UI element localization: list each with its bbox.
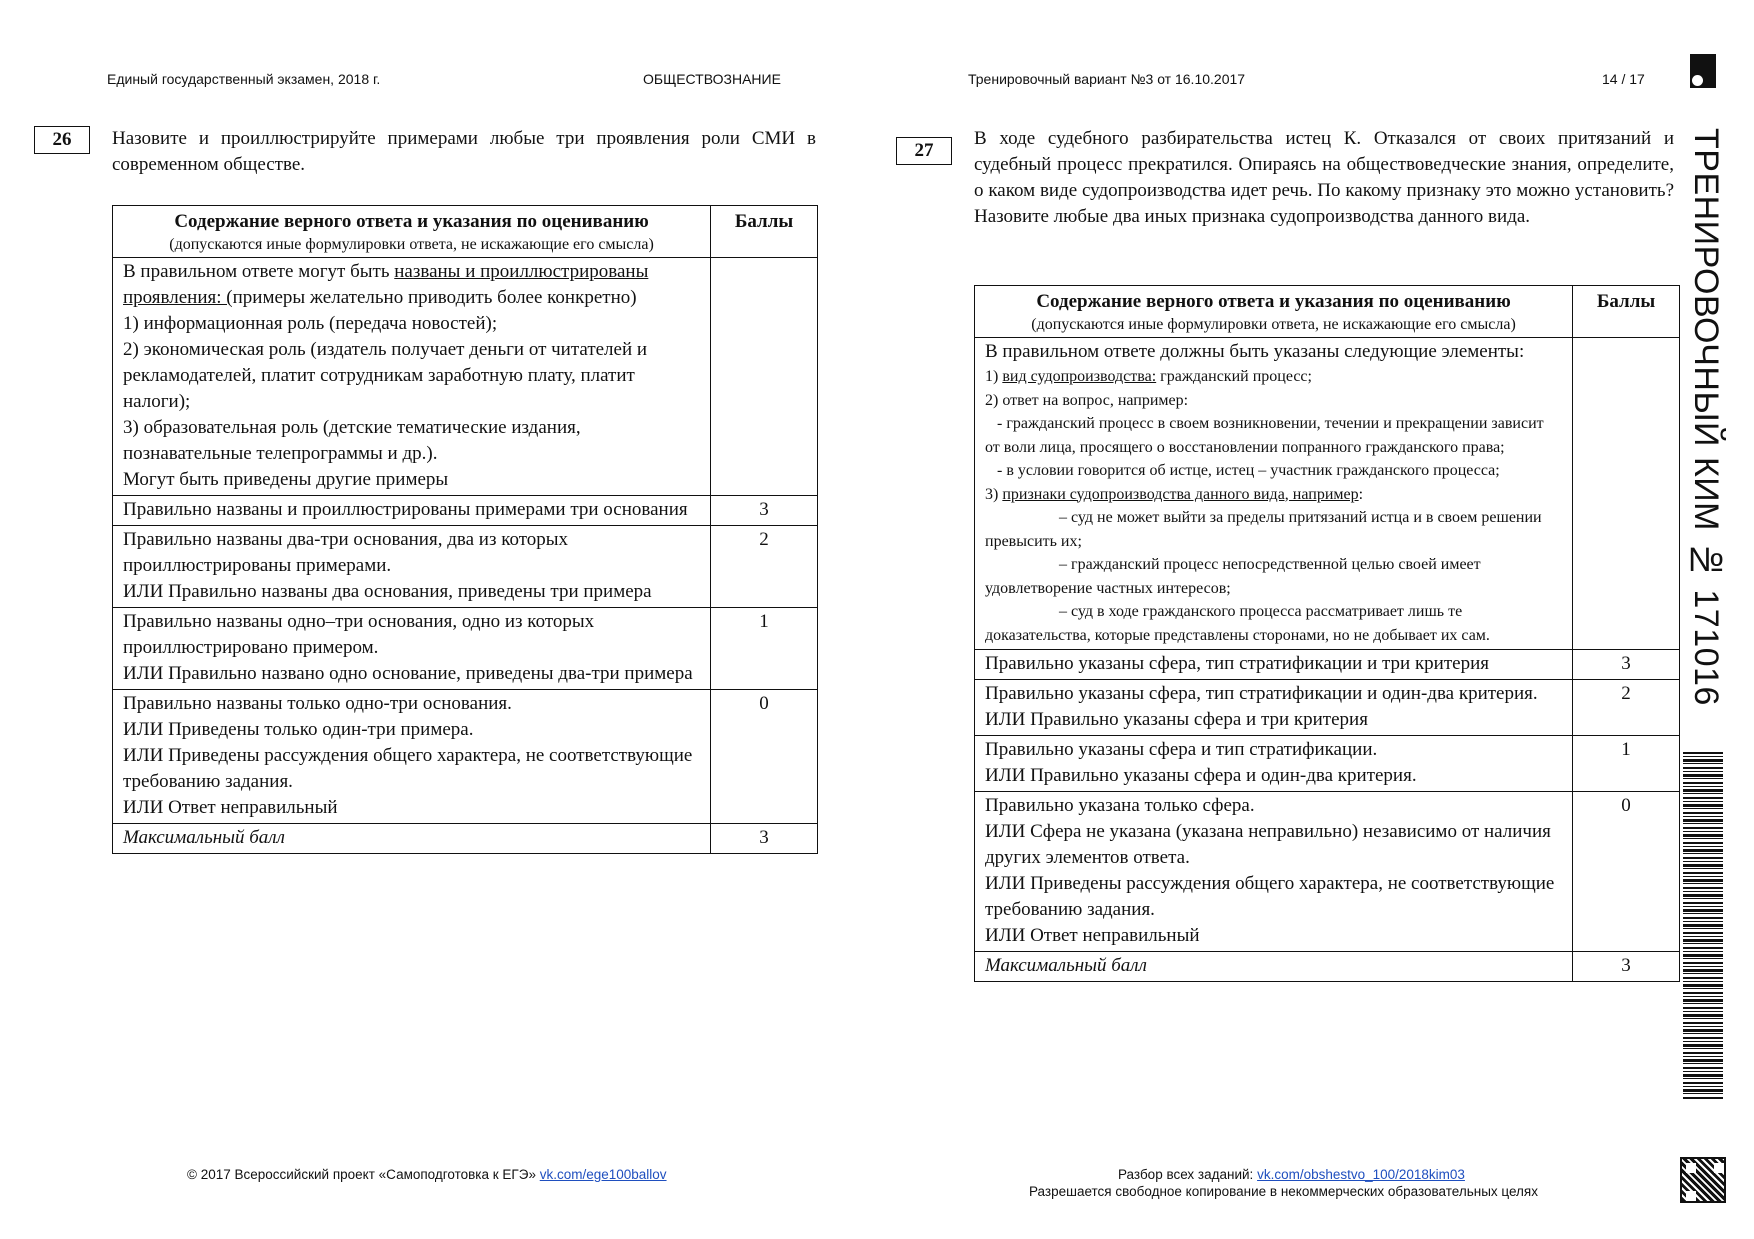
criterion-points: 0 bbox=[711, 690, 818, 824]
max-score-value: 3 bbox=[1573, 952, 1680, 982]
criterion-points: 1 bbox=[1573, 736, 1680, 792]
answer-content: В правильном ответе должны быть указаны следующие элементы: 1) вид судопроизводства: гражданский процесс; 2) ответ на вопрос, например: - гражданский процесс в своем возникновении, течении и прекращении зависит от воли лица, просящего о восстановлении попранного гражданского права; - в условии говорится об истце, истец – участник гражданского процесса; 3) признаки судопроизводства данного вида, например: – суд не может выйти за пределы притязаний истца и в своем решении превысить их; – гражданский процесс непосредственной целью своей имеет удовлетворение частных интересов; – суд в ходе гражданского процесса рассматривает лишь те доказательства, которые представлены сторонами, но не добывает их сам. bbox=[975, 338, 1573, 650]
footer-left: © 2017 Всероссийский проект «Самоподготовка к ЕГЭ» vk.com/ege100ballov bbox=[187, 1167, 667, 1182]
table-row bbox=[113, 496, 818, 526]
table-header-points: Баллы bbox=[711, 206, 818, 258]
side-title: ТРЕНИРОВОЧНЫЙ КИМ № 171016 bbox=[1687, 128, 1725, 706]
criterion-text: ИЛИ Правильно указаны сфера и один-два критерия. bbox=[985, 765, 1417, 786]
header-page-number: 14 / 17 bbox=[1602, 71, 1645, 87]
table-row-max bbox=[113, 824, 818, 854]
max-score-label: Максимальный балл bbox=[113, 824, 711, 854]
table-header-points: Баллы bbox=[1573, 286, 1680, 338]
table-row bbox=[113, 526, 818, 608]
table-header-content: Содержание верного ответа и указания по оцениванию (допускаются иные формулировки ответа, не искажающие его смысла) bbox=[113, 206, 711, 258]
task-26-question: Назовите и проиллюстрируйте примерами любые три проявления роли СМИ в современном обществе. bbox=[112, 128, 816, 175]
criterion-points: 0 bbox=[1573, 792, 1680, 952]
criterion-text: Правильно названы только одно-три основания. bbox=[123, 693, 512, 714]
barcode-icon bbox=[1683, 752, 1723, 1100]
criterion-text: Правильно названы два-три основания, два из которых проиллюстрированы примерами. bbox=[123, 529, 569, 576]
max-score-value: 3 bbox=[711, 824, 818, 854]
table-row bbox=[975, 650, 1680, 680]
criterion-text: ИЛИ Правильно названо одно основание, приведены два-три примера bbox=[123, 663, 693, 684]
criterion-text: Правильно названы одно–три основания, одно из которых проиллюстрировано примером. bbox=[123, 611, 595, 658]
table-row bbox=[113, 608, 818, 690]
criterion-text: ИЛИ Сфера не указана (указана неправильно) независимо от наличия других элементов ответа. bbox=[985, 821, 1551, 868]
footer-answers-link[interactable]: vk.com/obshestvo_100/2018kim03 bbox=[1257, 1167, 1465, 1182]
header-exam-title: Единый государственный экзамен, 2018 г. bbox=[107, 71, 381, 87]
criterion-text: ИЛИ Приведены только один-три примера. bbox=[123, 719, 474, 740]
criterion-text: Правильно указана только сфера. bbox=[985, 795, 1255, 816]
answer-content: В правильном ответе могут быть названы и проиллюстрированы проявления: (примеры желательно приводить более конкретно) 1) информационная роль (передача новостей); 2) экономическая роль (издатель получает деньги от читателей и рекламодателей, платит сотрудникам заработную плату, платит налоги); 3) образовательная роль (детские тематические издания, познавательные телепрограммы и др.). Могут быть приведены другие примеры bbox=[113, 258, 711, 496]
table-row bbox=[975, 792, 1680, 952]
criterion-points: 3 bbox=[1573, 650, 1680, 680]
table-row bbox=[975, 338, 1680, 650]
criterion-text: ИЛИ Приведены рассуждения общего характера, не соответствующие требованию задания. bbox=[123, 745, 693, 792]
table-row bbox=[113, 690, 818, 824]
task-27-number: 27 bbox=[896, 137, 952, 165]
task-26-number: 26 bbox=[34, 126, 90, 154]
header-variant: Тренировочный вариант №3 от 16.10.2017 bbox=[968, 71, 1246, 87]
table-row-max bbox=[975, 952, 1680, 982]
task-27-question: В ходе судебного разбирательства истец К. Отказался от своих притязаний и судебный процесс прекратился. Опираясь на обществоведческие знания, определите, о каком виде судопроизводства идет речь. По какому признаку это можно установить? Назовите любые два иных признака судопроизводства данного вида. bbox=[974, 128, 1674, 227]
task-26-scoring-table bbox=[112, 205, 818, 854]
qr-code-icon bbox=[1680, 1157, 1726, 1203]
task-27-scoring-table bbox=[974, 285, 1680, 982]
table-row bbox=[975, 680, 1680, 736]
table-row bbox=[975, 736, 1680, 792]
table-header-content: Содержание верного ответа и указания по оцениванию (допускаются иные формулировки ответа, не искажающие его смысла) bbox=[975, 286, 1573, 338]
criterion-points: 2 bbox=[1573, 680, 1680, 736]
criterion-text: ИЛИ Правильно указаны сфера и три критерия bbox=[985, 709, 1368, 730]
criterion-text: Правильно указаны сфера, тип стратификации и один-два критерия. bbox=[985, 683, 1538, 704]
criterion-points: 2 bbox=[711, 526, 818, 608]
criterion-text: Правильно указаны сфера и тип стратификации. bbox=[985, 739, 1378, 760]
criterion-points: 1 bbox=[711, 608, 818, 690]
criterion-text: ИЛИ Правильно названы два основания, приведены три примера bbox=[123, 581, 652, 602]
criterion-text: ИЛИ Ответ неправильный bbox=[123, 797, 338, 818]
header-subject: ОБЩЕСТВОЗНАНИЕ bbox=[643, 71, 781, 87]
criterion-text: Правильно указаны сфера, тип стратификации и три критерия bbox=[985, 653, 1489, 674]
criterion-text: ИЛИ Приведены рассуждения общего характера, не соответствующие требованию задания. bbox=[985, 873, 1555, 920]
criterion-text: ИЛИ Ответ неправильный bbox=[985, 925, 1200, 946]
footer-copy-note: Разрешается свободное копирование в некоммерческих образовательных целях bbox=[1029, 1184, 1538, 1199]
corner-marker-icon bbox=[1690, 54, 1716, 88]
footer-vk-link[interactable]: vk.com/ege100ballov bbox=[539, 1167, 667, 1182]
footer-right: Разбор всех заданий: vk.com/obshestvo_100/2018kim03 bbox=[1118, 1167, 1465, 1182]
table-row bbox=[113, 258, 818, 496]
criterion-text: Правильно названы и проиллюстрированы примерами три основания bbox=[123, 499, 688, 520]
criterion-points: 3 bbox=[711, 496, 818, 526]
max-score-label: Максимальный балл bbox=[975, 952, 1573, 982]
